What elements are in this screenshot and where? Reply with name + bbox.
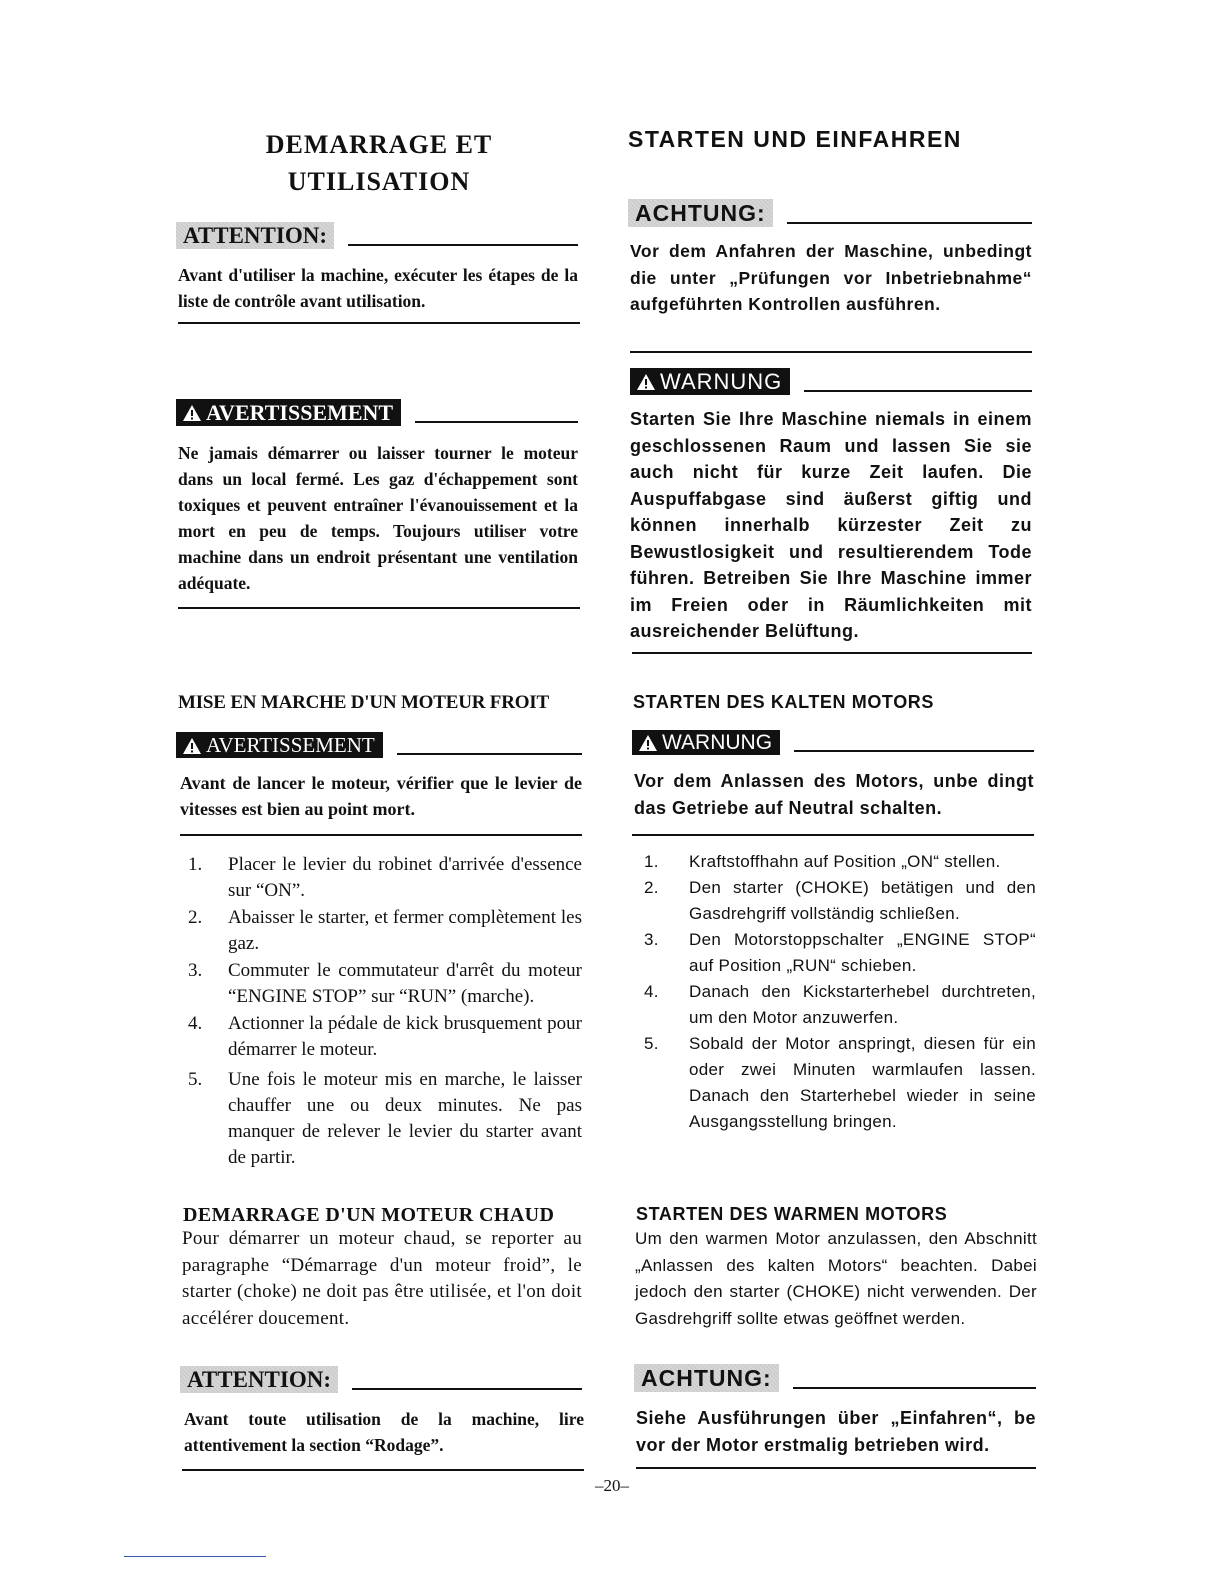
de-warnung-label <box>630 368 790 395</box>
fr-title-line2: UTILISATION <box>287 167 471 196</box>
warning-triangle-icon <box>182 737 202 755</box>
list-item <box>632 979 1036 1031</box>
list-item <box>632 875 1036 927</box>
fr-warning-rule <box>178 607 580 609</box>
warning-triangle-icon <box>636 373 656 391</box>
de-warnung-label-text: WARNUNG <box>660 369 783 394</box>
de-step-num: 1. <box>644 852 659 871</box>
fr-step-num: 3. <box>188 960 203 981</box>
fr-warm-heading: DEMARRAGE D'UN MOTEUR CHAUD <box>183 1204 555 1226</box>
fr-attention-header-line <box>348 244 578 246</box>
fr-attention2-label: ATTENTION: <box>180 1366 338 1393</box>
fr-step-text: Commuter le commutateur d'arrêt du moteur “ENGINE STOP” sur “RUN” (marche). <box>228 960 582 1007</box>
fr-attention-rule <box>178 322 580 324</box>
fr-step-num: 4. <box>188 1013 203 1034</box>
de-warnung-header-line <box>804 390 1032 392</box>
fr-step-num: 1. <box>188 854 203 875</box>
list-item <box>632 849 1036 875</box>
de-achtung2-rule <box>636 1467 1036 1469</box>
de-achtung2-text: Siehe Ausführungen über „Einfahren“, be vor der Motor erstmalig betrieben wird. <box>636 1408 1036 1455</box>
de-warnung2-label-text: WARNUNG <box>662 731 773 754</box>
fr-attention2-rule <box>182 1469 584 1471</box>
fr-title-line1: DEMARRAGE ET <box>265 130 493 159</box>
fr-warning-header-line <box>415 421 578 423</box>
de-title: STARTEN UND EINFAHREN <box>628 126 962 152</box>
list-item <box>178 1067 582 1171</box>
fr-cold-heading: MISE EN MARCHE D'UN MOTEUR FROIT <box>178 692 549 713</box>
fr-step-text: Abaisser le starter, et fermer complètement les gaz. <box>228 907 582 954</box>
de-step-num: 4. <box>644 982 659 1001</box>
fr-attention-text: Avant d'utiliser la machine, exécuter les étapes de la liste de contrôle avant utilisation. <box>178 265 578 311</box>
de-achtung-header <box>628 199 1032 227</box>
fr-attention2-header-line <box>352 1388 582 1390</box>
fr-warning-text: Ne jamais démarrer ou laisser tourner le moteur dans un local fermé. Les gaz d'échappement sont toxiques et peuvent entraîner l'évanouissement et la mort en peu de temps. Toujours utiliser votre machine dans un endroit présentant une ventilation adéquate. <box>178 443 578 593</box>
fr-steps-list <box>178 852 582 1172</box>
de-achtung-rule <box>630 351 1032 353</box>
fr-step-text: Placer le levier du robinet d'arrivée d'essence sur “ON”. <box>228 854 582 901</box>
list-item <box>178 905 582 957</box>
de-warnung-header <box>630 368 1032 395</box>
list-item <box>178 958 582 1010</box>
fr-warning2-header-line <box>397 753 582 755</box>
de-warnung2-rule <box>632 834 1034 836</box>
fr-warm-text: Pour démarrer un moteur chaud, se reporter au paragraphe “Démarrage d'un moteur froid”, le starter (choke) ne doit pas être utilisée, et l'on doit accélérer doucement. <box>182 1228 582 1329</box>
fr-attention-label: ATTENTION: <box>176 222 334 249</box>
de-step-num: 5. <box>644 1034 659 1053</box>
footer-divider <box>124 1556 266 1557</box>
fr-warning-header <box>176 399 578 426</box>
fr-warning2-label-text: AVERTISSEMENT <box>206 733 375 757</box>
fr-step-text: Actionner la pédale de kick brusquement pour démarrer le moteur. <box>228 1013 582 1060</box>
fr-warning2-header <box>176 732 582 758</box>
de-step-text: Den starter (CHOKE) betätigen und den Gasdrehgriff vollständig schließen. <box>689 878 1036 923</box>
de-achtung2-header-line <box>793 1387 1036 1389</box>
de-warnung-rule <box>632 652 1032 654</box>
fr-warning-label <box>176 399 401 426</box>
de-achtung2-header <box>634 1364 1036 1392</box>
de-warnung2-header-line <box>794 750 1034 752</box>
de-warm-text: Um den warmen Motor anzulassen, den Abschnitt „Anlassen des kalten Motors“ beachten. Dabei jedoch den starter (CHOKE) nicht verwenden. Der Gasdrehgriff sollte etwas geöffnet werden. <box>635 1229 1037 1328</box>
fr-warning2-rule <box>180 834 582 836</box>
de-achtung-text: Vor dem Anfahren der Maschine, unbedingt die unter „Prüfungen vor Inbetriebnahme“ aufgeführten Kontrollen ausführen. <box>630 241 1032 314</box>
list-item <box>632 1031 1036 1135</box>
list-item <box>178 1011 582 1063</box>
list-item <box>178 852 582 904</box>
de-steps-list <box>632 849 1036 1135</box>
de-step-text: Sobald der Motor anspringt, diesen für ein oder zwei Minuten warmlaufen lassen. Danach den Starterhebel wieder in seine Ausgangsstellung bringen. <box>689 1034 1036 1131</box>
de-warnung-text: Starten Sie Ihre Maschine niemals in einem geschlossenen Raum und lassen Sie sie auch nicht für kurze Zeit laufen. Die Auspuffabgase sind äußerst giftig und können innerhalb kürzester Zeit zu Bewustlosigkeit und resultierendem Tode führen. Betreiben Sie Ihre Maschine immer im Freien oder in Räumlichkeiten mit ausreichender Belüftung. <box>630 409 1032 641</box>
de-warnung2-label <box>632 730 780 755</box>
list-item <box>632 927 1036 979</box>
de-achtung-label: ACHTUNG: <box>628 199 773 227</box>
de-step-text: Kraftstoffhahn auf Position „ON“ stellen. <box>689 852 1001 871</box>
fr-attention2-text: Avant toute utilisation de la machine, lire attentivement la section “Rodage”. <box>184 1409 584 1455</box>
de-step-num: 3. <box>644 930 659 949</box>
de-step-num: 2. <box>644 878 659 897</box>
fr-attention-header <box>176 222 578 249</box>
fr-title <box>178 126 580 200</box>
de-achtung-header-line <box>787 222 1032 224</box>
fr-step-num: 5. <box>188 1069 203 1090</box>
de-warm-heading: STARTEN DES WARMEN MOTORS <box>636 1204 948 1224</box>
fr-warning2-text: Avant de lancer le moteur, vérifier que le levier de vitesses est bien au point mort. <box>180 773 582 819</box>
fr-warning2-label <box>176 732 383 758</box>
de-step-text: Den Motorstoppschalter „ENGINE STOP“ auf Position „RUN“ schieben. <box>689 930 1036 975</box>
warning-triangle-icon <box>182 404 202 422</box>
fr-attention2-header <box>180 1366 582 1393</box>
de-step-text: Danach den Kickstarterhebel durchtreten, um den Motor anzuwerfen. <box>689 982 1036 1027</box>
de-achtung2-label: ACHTUNG: <box>634 1364 779 1392</box>
de-warnung2-header <box>632 730 1034 755</box>
fr-step-num: 2. <box>188 907 203 928</box>
warning-triangle-icon <box>638 734 658 752</box>
de-cold-heading: STARTEN DES KALTEN MOTORS <box>633 692 935 712</box>
fr-step-text: Une fois le moteur mis en marche, le laisser chauffer une ou deux minutes. Ne pas manquer de relever le levier du starter avant de partir. <box>228 1069 582 1168</box>
fr-warning-label-text: AVERTISSEMENT <box>206 400 394 425</box>
page-number: –20– <box>595 1476 629 1495</box>
de-warnung2-text: Vor dem Anlassen des Motors, unbe dingt das Getriebe auf Neutral schalten. <box>634 771 1034 818</box>
